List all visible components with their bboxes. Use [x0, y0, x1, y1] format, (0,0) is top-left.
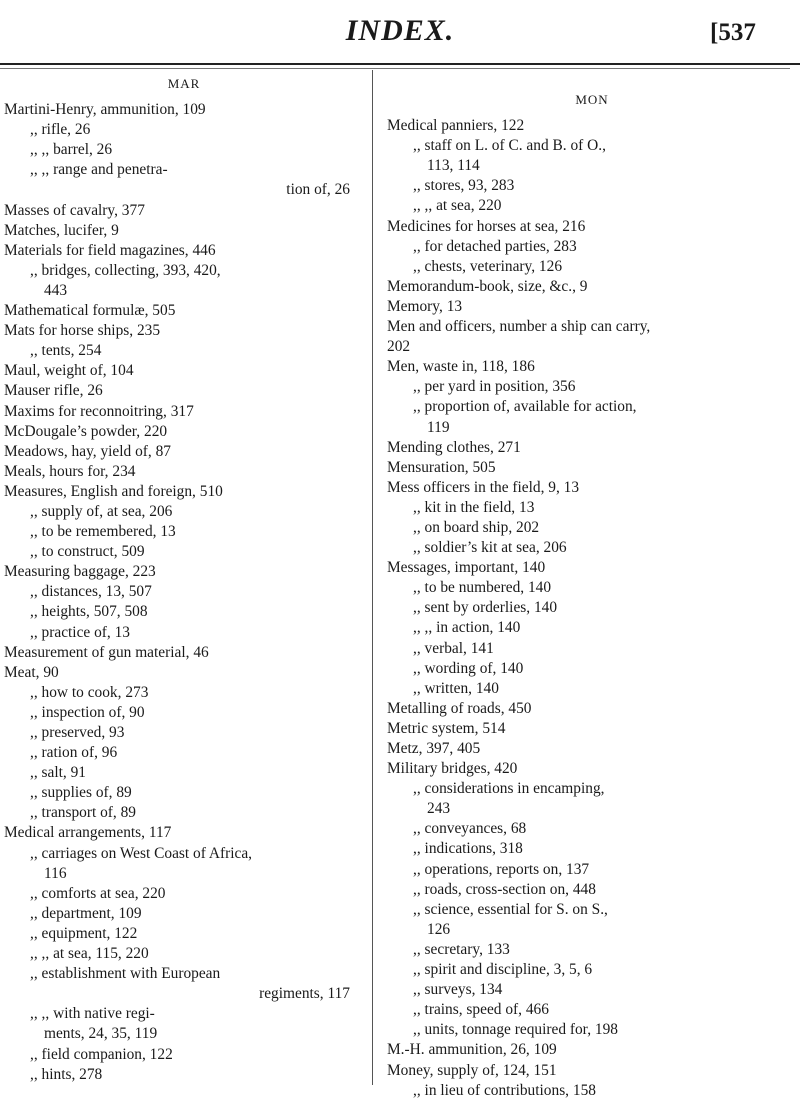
index-entry: ,, how to cook, 273 — [30, 683, 149, 701]
index-entry: Metric system, 514 — [387, 719, 506, 737]
index-entry: tion of, 26 — [286, 181, 350, 199]
index-entry: ,, stores, 93, 283 — [413, 177, 515, 195]
index-entry: ,, considerations in encamping, — [413, 780, 605, 798]
index-entry: Meat, 90 — [4, 663, 59, 681]
index-entry: 119 — [427, 418, 450, 436]
index-entry: ,, hints, 278 — [30, 1065, 103, 1083]
index-entry: ,, carriages on West Coast of Africa, — [30, 844, 252, 862]
index-entry: Memorandum-book, size, &c., 9 — [387, 277, 588, 295]
page-header — [0, 0, 800, 70]
index-entry: ,, on board ship, 202 — [413, 518, 540, 536]
index-entry: ,, conveyances, 68 — [413, 820, 527, 838]
header-rule-thin — [0, 68, 790, 69]
index-entry: ,, indications, 318 — [413, 840, 523, 858]
index-entry: ,, kit in the field, 13 — [413, 498, 535, 516]
index-entry: Mending clothes, 271 — [387, 438, 521, 456]
index-entry: ,, to construct, 509 — [30, 543, 145, 561]
index-entry: Maul, weight of, 104 — [4, 362, 134, 380]
index-entry: Men, waste in, 118, 186 — [387, 358, 535, 376]
index-entry: ,, tents, 254 — [30, 342, 102, 360]
index-entry: ,, spirit and discipline, 3, 5, 6 — [413, 961, 593, 979]
index-entry: ,, ,, barrel, 26 — [30, 141, 113, 159]
index-entry: ,, soldier’s kit at sea, 206 — [413, 539, 567, 557]
index-entry: ,, units, tonnage required for, 198 — [413, 1021, 618, 1039]
index-entry: ,, equipment, 122 — [30, 924, 138, 942]
index-entry: Meals, hours for, 234 — [4, 462, 136, 480]
index-entry: ,, department, 109 — [30, 904, 142, 922]
index-entry: ,, staff on L. of C. and B. of O., — [413, 137, 606, 155]
index-entry: Mauser rifle, 26 — [4, 382, 103, 400]
index-entry: ,, roads, cross-section on, 448 — [413, 880, 596, 898]
index-entry: Martini-Henry, ammunition, 109 — [4, 101, 206, 119]
index-entry: ,, heights, 507, 508 — [30, 603, 148, 621]
index-entry: 126 — [427, 920, 451, 938]
index-entry: Matches, lucifer, 9 — [4, 221, 119, 239]
index-entry: ,, supply of, at sea, 206 — [30, 502, 173, 520]
index-entry: ,, ,, range and penetra- — [30, 161, 168, 179]
index-entry: ,, surveys, 134 — [413, 981, 503, 999]
index-entry: 113, 114 — [427, 157, 480, 175]
index-entry: 243 — [427, 800, 451, 818]
index-entry: ,, to be numbered, 140 — [413, 579, 552, 597]
index-entry: Materials for field magazines, 446 — [4, 241, 216, 259]
index-entry: ,, sent by orderlies, 140 — [413, 599, 558, 617]
index-entry: Metalling of roads, 450 — [387, 699, 532, 717]
index-entry: Mess officers in the field, 9, 13 — [387, 478, 580, 496]
index-entry: ,, ,, at sea, 220 — [413, 197, 502, 215]
index-entry: ,, supplies of, 89 — [30, 784, 132, 802]
column-divider — [372, 70, 373, 1085]
index-entry: ,, verbal, 141 — [413, 639, 494, 657]
index-entry: McDougale’s powder, 220 — [4, 422, 168, 440]
index-entry: ,, for detached parties, 283 — [413, 237, 577, 255]
index-entry: Medical panniers, 122 — [387, 117, 525, 135]
index-entry: Medicines for horses at sea, 216 — [387, 217, 586, 235]
index-entry: Military bridges, 420 — [387, 760, 518, 778]
index-entry: ,, wording of, 140 — [413, 659, 524, 677]
index-entry: ,, ,, at sea, 115, 220 — [30, 945, 149, 963]
index-entry: ,, bridges, collecting, 393, 420, — [30, 261, 221, 279]
index-entry: Measures, English and foreign, 510 — [4, 482, 223, 500]
index-entry: Meadows, hay, yield of, 87 — [4, 442, 171, 460]
index-entry: Measuring baggage, 223 — [4, 563, 156, 581]
index-entry: ,, chests, veterinary, 126 — [413, 257, 563, 275]
index-entry: ,, ration of, 96 — [30, 744, 118, 762]
index-entry: ,, transport of, 89 — [30, 804, 137, 822]
index-entry: ,, ,, in action, 140 — [413, 619, 521, 637]
index-entry: ,, comforts at sea, 220 — [30, 884, 166, 902]
index-entry: Memory, 13 — [387, 297, 463, 315]
index-entry: ,, per yard in position, 356 — [413, 378, 576, 396]
index-entry: ,, practice of, 13 — [30, 623, 130, 641]
index-entry: ,, salt, 91 — [30, 764, 87, 782]
index-column-right — [387, 86, 797, 1101]
index-entry: Maxims for reconnoitring, 317 — [4, 402, 194, 420]
index-entry: ,, rifle, 26 — [30, 121, 91, 139]
index-entry: ,, operations, reports on, 137 — [413, 860, 590, 878]
index-entry: ,, science, essential for S. on S., — [413, 900, 608, 918]
index-entry: Mensuration, 505 — [387, 458, 496, 476]
index-entry: Measurement of gun material, 46 — [4, 643, 209, 661]
index-column-left — [4, 70, 364, 1085]
index-entry: Masses of cavalry, 377 — [4, 201, 145, 219]
index-entry: ,, distances, 13, 507 — [30, 583, 152, 601]
index-entry: ,, ,, with native regi- — [30, 1005, 155, 1023]
index-entry: Men and officers, number a ship can carry, — [387, 318, 651, 336]
index-entry: Messages, important, 140 — [387, 559, 546, 577]
index-entry: regiments, 117 — [259, 985, 350, 1003]
index-entry: Metz, 397, 405 — [387, 740, 481, 757]
index-entry: 443 — [44, 281, 68, 299]
page-title: INDEX. — [345, 14, 455, 47]
index-entry: ,, in lieu of contributions, 158 — [413, 1081, 596, 1099]
index-entry: ,, inspection of, 90 — [30, 703, 145, 721]
index-entry: ,, to be remembered, 13 — [30, 523, 176, 541]
index-entry: M.-H. ammunition, 26, 109 — [387, 1041, 557, 1059]
index-entry: ments, 24, 35, 119 — [44, 1025, 158, 1043]
index-entry: Money, supply of, 124, 151 — [387, 1061, 557, 1079]
index-entry: ,, preserved, 93 — [30, 724, 125, 741]
index-entry: ,, written, 140 — [413, 679, 499, 697]
index-entry: ,, secretary, 133 — [413, 940, 510, 958]
page-number: [537 — [710, 19, 756, 46]
index-entry: ,, establishment with European — [30, 965, 221, 983]
column-heading-right: MON — [575, 92, 609, 107]
index-entry: Mathematical formulæ, 505 — [4, 302, 176, 320]
index-entry: ,, trains, speed of, 466 — [413, 1001, 549, 1019]
index-entry: ,, field companion, 122 — [30, 1045, 173, 1063]
header-rule — [0, 63, 800, 65]
index-entry: 116 — [44, 864, 67, 882]
index-entry: Mats for horse ships, 235 — [4, 322, 161, 340]
index-entry: 202 — [387, 338, 411, 356]
column-heading-left: MAR — [167, 76, 201, 91]
index-entry: ,, proportion of, available for action, — [413, 398, 637, 416]
index-entry: Medical arrangements, 117 — [4, 824, 172, 842]
